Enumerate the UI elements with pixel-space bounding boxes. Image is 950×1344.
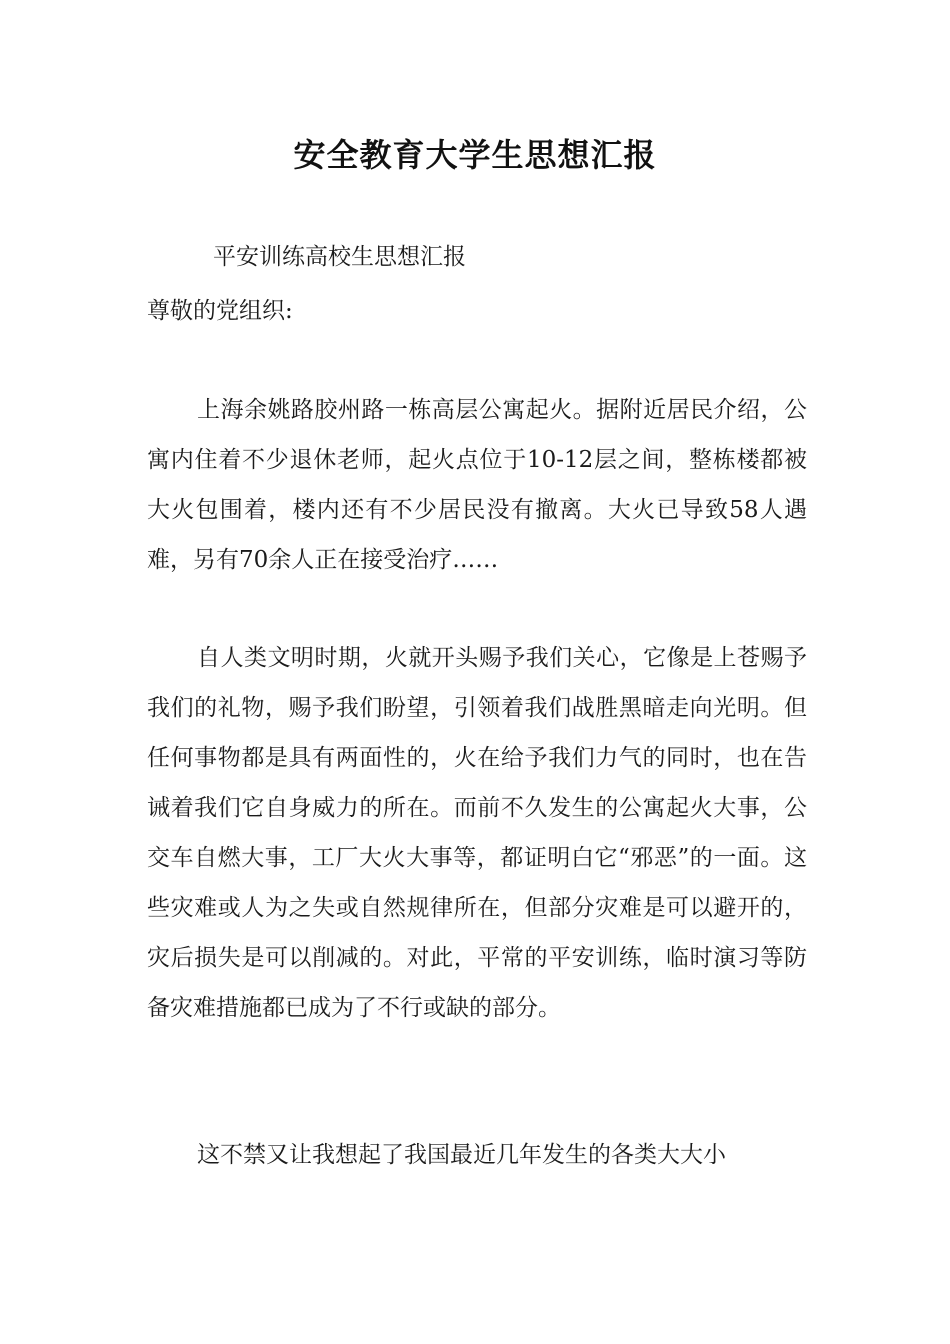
paragraph-3: 这不禁又让我想起了我国最近几年发生的各类大大小	[197, 1142, 726, 1168]
paragraph-2: 自人类文明时期，火就开头赐予我们关心，它像是上苍赐予我们的礼物，赐予我们盼望，引领着我们战胜黑暗走向光明。但任何事物都是具有两面性的，火在给予我们力气的同时，也在告诫着我们它自身威力的所在。而前不久发生的公寓起火大事，公交车自燃大事，工厂大火大事等，都证明白它“邪恶”的一面。这些灾难或人为之失或自然规律所在，但部分灾难是可以避开的，灾后损失是可以削减的。对此，平常的平安训练，临时演习等防备灾难措施都已成为了不行或缺的部分。	[147, 645, 807, 1021]
salutation: 尊敬的党组织:	[147, 298, 293, 324]
document-title: 安全教育大学生思想汇报	[293, 136, 657, 174]
paragraph-1: 上海余姚路胶州路一栋高层公寓起火。据附近居民介绍，公寓内住着不少退休老师，起火点位于10-12层之间，整栋楼都被大火包围着，楼内还有不少居民没有撤离。大火已导致58人遇难，另有70余人正在接受治疗……	[147, 397, 807, 573]
document-subtitle: 平安训练高校生思想汇报	[213, 244, 466, 270]
